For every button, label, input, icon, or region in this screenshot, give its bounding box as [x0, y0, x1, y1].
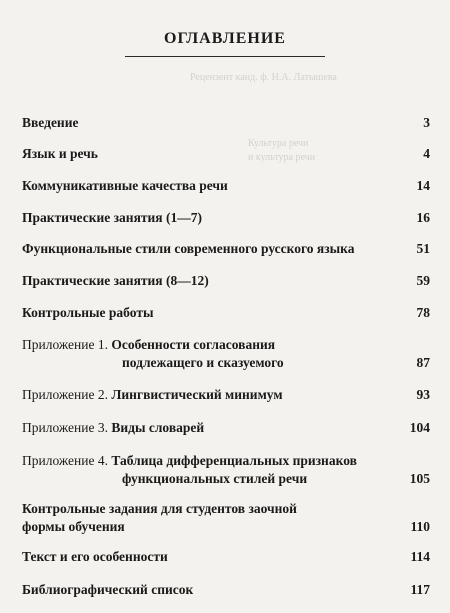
toc-page-number: 14 — [416, 178, 430, 193]
toc-page-number: 114 — [410, 549, 430, 564]
toc-page-number: 78 — [416, 305, 430, 320]
toc-entry-title: Коммуникативные качества речи — [22, 178, 228, 193]
toc-entry-title: Библиографический список — [22, 582, 194, 597]
toc-entry-title — [22, 336, 284, 370]
toc-entry-title: Текст и его особенности — [22, 549, 168, 564]
toc-page-number: 117 — [410, 582, 430, 597]
toc-entry-title — [22, 452, 357, 486]
appendix-name: Таблица дифференциальных признаков — [111, 453, 357, 468]
toc-entry-title — [22, 386, 283, 403]
toc-entry-title: Практические занятия (8—12) — [22, 273, 209, 288]
toc-page-number: 51 — [416, 241, 430, 256]
appendix-prefix: Приложение 1. — [22, 337, 108, 352]
toc-entry-title-continuation: формы обучения — [22, 519, 125, 534]
appendix-name: Лингвистический минимум — [111, 387, 283, 402]
heading-underline — [125, 56, 325, 57]
toc-page-number: 104 — [409, 420, 430, 435]
bleed-through-text: и культура речи — [248, 152, 316, 163]
toc-page-number: 87 — [416, 355, 430, 370]
toc-entry-title: Язык и речь — [22, 146, 98, 161]
appendix-name-continuation: подлежащего и сказуемого — [122, 355, 284, 370]
toc-entry-title: Практические занятия (1—7) — [22, 210, 202, 225]
appendix-prefix: Приложение 4. — [22, 453, 108, 468]
appendix-name: Виды словарей — [111, 420, 205, 435]
toc-page-number: 4 — [423, 146, 430, 161]
toc-entry-title: Функциональные стили современного русского языка — [22, 241, 355, 256]
appendix-prefix: Приложение 3. — [22, 420, 108, 435]
toc-entry-title: Контрольные задания для студентов заочной — [22, 501, 297, 516]
bleed-through-text: Рецензент канд. ф. Н.А. Латышева — [190, 72, 337, 83]
toc-entry-title: Контрольные работы — [22, 305, 154, 320]
toc-heading: ОГЛАВЛЕНИЕ — [164, 30, 286, 47]
toc-page-number: 3 — [423, 115, 430, 130]
appendix-prefix: Приложение 2. — [22, 387, 108, 402]
toc-page-number: 59 — [416, 273, 430, 288]
appendix-name: Особенности согласования — [111, 337, 276, 352]
bleed-through-text: Культура речи — [248, 138, 309, 149]
toc-entry-title: Введение — [22, 115, 79, 130]
appendix-name-continuation: функциональных стилей речи — [122, 471, 308, 486]
toc-page-number: 110 — [410, 519, 430, 534]
toc-page-number: 93 — [416, 387, 430, 402]
toc-page-number: 105 — [409, 471, 430, 486]
toc-entry-title — [22, 419, 204, 436]
toc-page-number: 16 — [416, 210, 430, 225]
